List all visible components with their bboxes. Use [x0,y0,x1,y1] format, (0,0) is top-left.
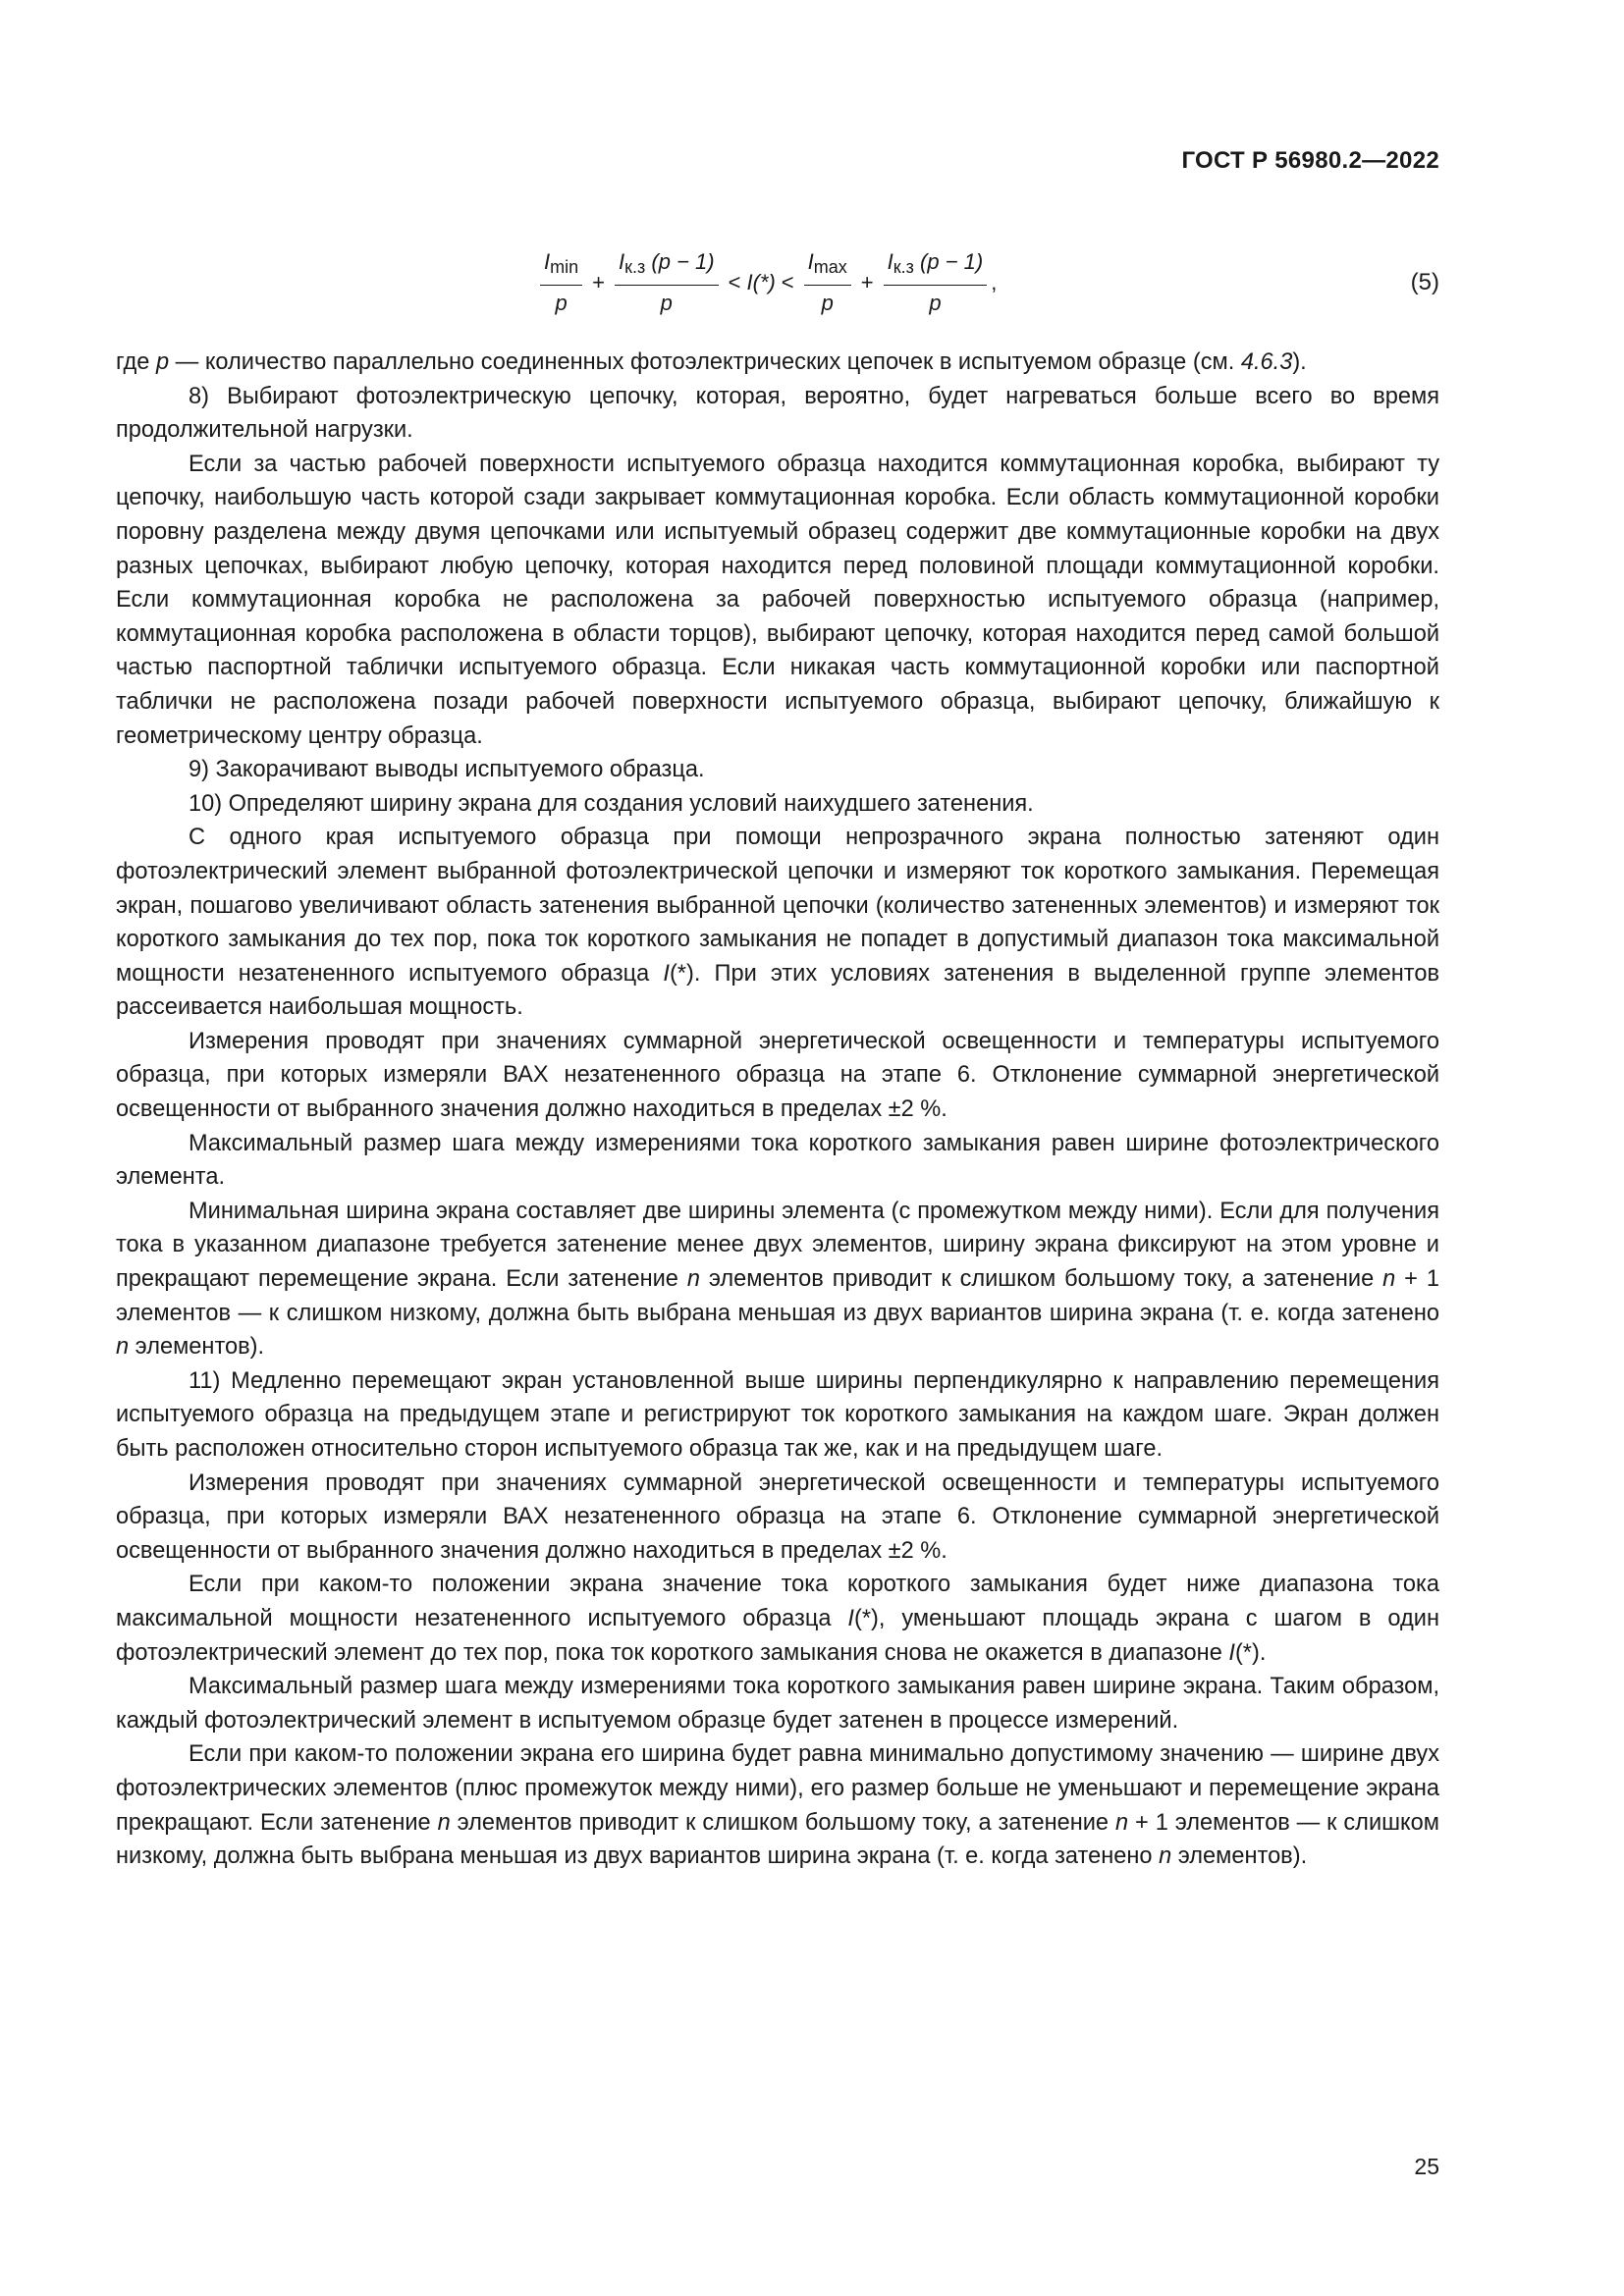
paragraph-step-size-screen: Максимальный размер шага между измерениями тока короткого замыкания равен ширине экрана. Таким образом, каждый фотоэлектрический элемент в испытуемом образце будет затенен в процессе измерений. [116,1674,1439,1734]
plus-operator: + [592,270,605,294]
body-text [116,346,1439,1874]
paragraph-step-11: 11) Медленно перемещают экран установленной выше ширины перпендикулярно к направлению перемещения испытуемого образца на предыдущем этапе и регистрируют ток короткого замыкания на каждом шаге. Экран должен быть расположен относительно сторон испытуемого образца так же, как и на предыдущем шаге. [116,1367,1439,1462]
paragraph-reduce-screen: Если при каком-то положении экрана значение тока короткого замыкания будет ниже диапазона тока максимальной мощности незатененного испытуемого образца I(*), уменьшают площадь экрана с шагом в один фотоэлектрический элемент до тех пор, пока ток короткого замыкания снова не окажется в диапазоне I(*). [116,1572,1439,1666]
formula-comma: , [991,270,998,294]
paragraph-p-definition: где p — количество параллельно соединенных фотоэлектрических цепочек в испытуемом образце (см. 4.6.3). [116,349,1307,375]
paragraph-junction-box: Если за частью рабочей поверхности испытуемого образца находится коммутационная коробка, выбирают ту цепочку, наибольшую часть которой сзади закрывает коммутационная коробка. Если область коммутационной коробки поровну разделена между двумя цепочками или испытуемый образец содержит две коммутационные коробки на двух разных цепочках, выбирают любую цепочку, которая находится перед половиной площади коммутационной коробки. Если коммутационная коробка не расположена за рабочей поверхностью испытуемого образца (например, коммутационная коробка расположена в области торцов), выбирают цепочку, которая находится перед самой большой частью паспортной таблички испытуемого образца. Если никакая часть коммутационной коробки или паспортной таблички не расположена позади рабочей поверхности испытуемого образца, выбирают цепочку, ближайшую к геометрическому центру образца. [116,451,1439,749]
less-than-operator: < [728,270,741,294]
page-number: 25 [1414,2154,1439,2179]
i-star: I(*) [746,270,776,294]
fraction-imin-over-p: $\frac{I_{min}}{p}$ [540,247,582,318]
paragraph-step-size: Максимальный размер шага между измерениями тока короткого замыкания равен ширине фотоэлектрического элемента. [116,1130,1439,1191]
paragraph-measurement-conditions: Измерения проводят при значениях суммарной энергетической освещенности и температуры испытуемого образца, при которых измеряли ВАХ незатененного образца на этапе 6. Отклонение суммарной энергетической освещенности от выбранного значения должно находиться в пределах ±2 %. [116,1028,1439,1123]
fraction-imax-over-p: $\frac{I_{max}}{p}$ [804,247,851,318]
equation-number: (5) [1410,269,1439,295]
formula-expression [536,234,997,332]
plus-operator: + [860,270,874,294]
formula-5 [116,234,1439,332]
fraction-ikz-over-p: $\frac{I_{к.з} (p - 1)}{p}$ [615,247,719,318]
paragraph-step-10: 10) Определяют ширину экрана для создания условий наихудшего затенения. [189,790,1034,817]
paragraph-shading-procedure: С одного края испытуемого образца при помощи непрозрачного экрана полностью затеняют один фотоэлектрический элемент выбранной фотоэлектрической цепочки и измеряют ток короткого замыкания. Перемещая экран, пошагово увеличивают область затенения выбранной цепочки (количество затененных элементов) и измеряют ток короткого замыкания до тех пор, пока ток короткого замыкания не попадет в допустимый диапазон тока максимальной мощности незатененного испытуемого образца I(*). При этих условиях затенения в выделенной группе элементов рассеивается наибольшая мощность. [116,825,1440,1021]
paragraph-step-9: 9) Закорачивают выводы испытуемого образца. [189,757,705,783]
paragraph-measurement-conditions-2: Измерения проводят при значениях суммарной энергетической освещенности и температуры испытуемого образца, при которых измеряли ВАХ незатененного образца на этапе 6. Отклонение суммарной энергетической освещенности от выбранного значения должно находиться в пределах ±2 %. [116,1469,1439,1564]
fraction-ikz-over-p-2: $\frac{I_{к.з} (p - 1)}{p}$ [884,247,988,318]
less-than-operator: < [781,270,794,294]
document-code-header: ГОСТ Р 56980.2—2022 [1181,147,1439,174]
paragraph-min-width: Минимальная ширина экрана составляет две ширины элемента (с промежутком между ними). Если для получения тока в указанном диапазоне требуется затенение менее двух элементов, ширину экрана фиксируют на этом уровне и прекращают перемещение экрана. Если затенение n элементов приводит к слишком большому току, а затенение n + 1 элементов — к слишком низкому, должна быть выбрана меньшая из двух вариантов ширина экрана (т. е. когда затенено n элементов). [116,1198,1439,1361]
paragraph-min-width-stop: Если при каком-то положении экрана его ширина будет равна минимально допустимому значению — ширине двух фотоэлектрических элементов (плюс промежуток между ними), его размер больше не уменьшают и перемещение экрана прекращают. Если затенение n элементов приводит к слишком большому току, а затенение n + 1 элементов — к слишком низкому, должна быть выбрана меньшая из двух вариантов ширина экрана (т. е. когда затенено n элементов). [116,1741,1439,1870]
paragraph-step-8: 8) Выбирают фотоэлектрическую цепочку, которая, вероятно, будет нагреваться больше всего во время продолжительной нагрузки. [116,383,1439,444]
